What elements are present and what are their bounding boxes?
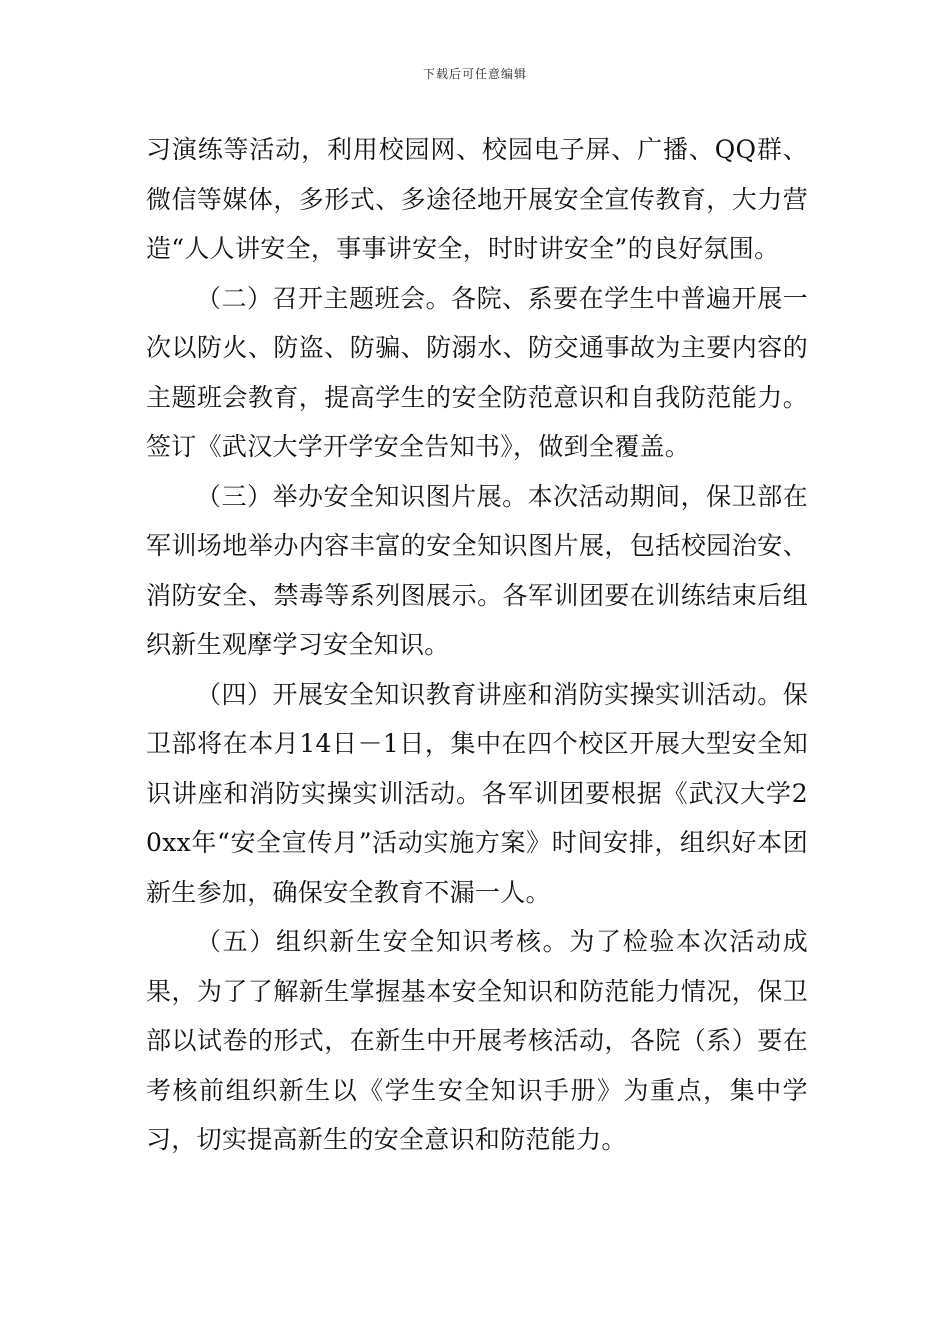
paragraph-knowledge-assessment: （五）组织新生安全知识考核。为了检验本次活动成果，为了了解新生掌握基本安全知识和防范能力情况，保卫部以试卷的形式，在新生中开展考核活动，各院（系）要在考核前组织新生以《学生安全知识手册》为重点，集中学习，切实提高新生的安全意识和防范能力。 <box>146 927 808 1154</box>
paragraph-photo-exhibition: （三）举办安全知识图片展。本次活动期间，保卫部在军训场地举办内容丰富的安全知识图片展，包括校园治安、消防安全、禁毒等系列图展示。各军训团要在训练结束后组织新生观摩学习安全知识。 <box>146 481 808 659</box>
paragraph-lecture-training: （四）开展安全知识教育讲座和消防实操实训活动。保卫部将在本月14日－1日，集中在四个校区开展大型安全知识讲座和消防实操实训活动。各军训团要根据《武汉大学20xx年“安全宣传月”活动实施方案》时间安排，组织好本团新生参加，确保安全教育不漏一人。 <box>146 679 808 907</box>
document-body <box>146 125 808 1165</box>
paragraph-class-meeting: （二）召开主题班会。各院、系要在学生中普遍开展一次以防火、防盗、防骗、防溺水、防交通事故为主要内容的主题班会教育，提高学生的安全防范意识和自我防范能力。签订《武汉大学开学安全告知书》，做到全覆盖。 <box>146 283 808 461</box>
paragraph-continuation: 习演练等活动，利用校园网、校园电子屏、广播、QQ群、微信等媒体，多形式、多途径地开展安全宣传教育，大力营造“人人讲安全，事事讲安全，时时讲安全”的良好氛围。 <box>146 135 808 263</box>
page-header-note: 下载后可任意编辑 <box>422 67 527 81</box>
